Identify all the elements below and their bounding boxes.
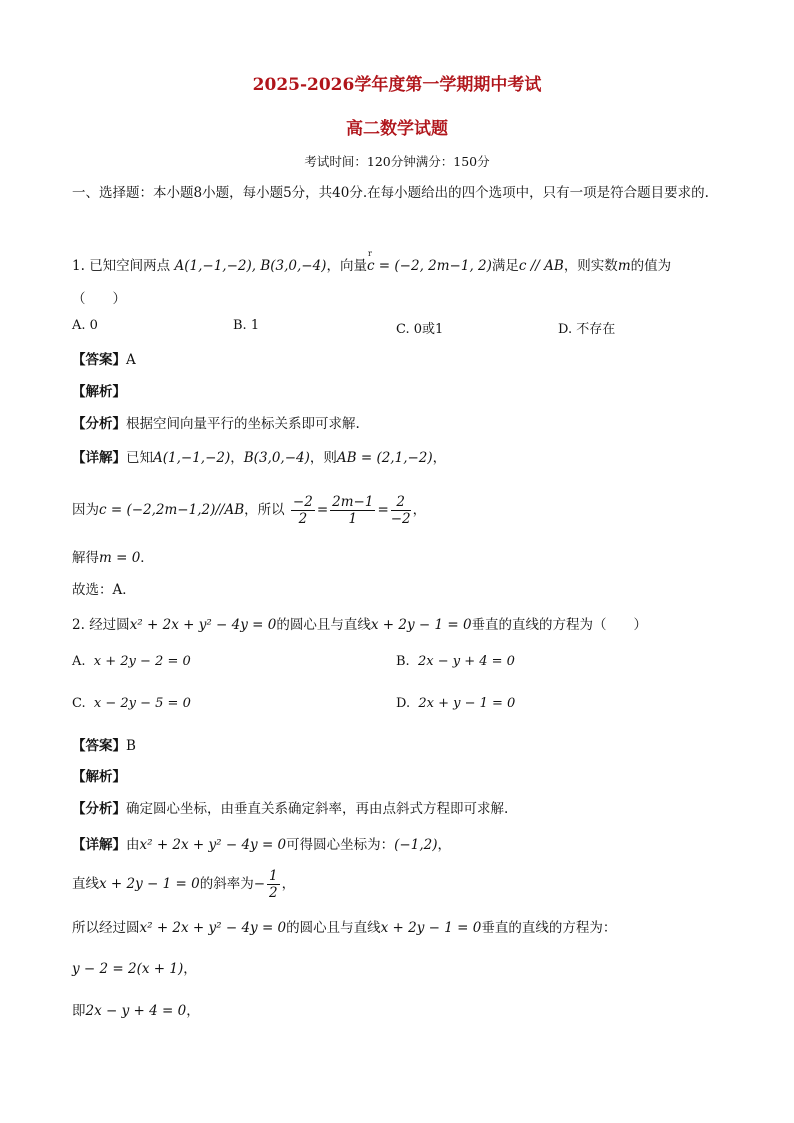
q1-answer: 【答案】A bbox=[72, 352, 136, 368]
q1-vector-c: r c bbox=[366, 249, 375, 274]
q2-option-b[interactable]: B. 2x − y + 4 = 0 bbox=[396, 654, 515, 669]
q2-option-d[interactable]: D. 2x + y − 1 = 0 bbox=[396, 696, 516, 711]
q1-choose: 故选：A． bbox=[72, 582, 136, 598]
exam-meta: 考试时间：120分钟满分：150分 bbox=[304, 154, 490, 169]
q1-stem-text: 已知空间两点 bbox=[89, 258, 171, 274]
q1-analysis-tag: 【解析】 bbox=[72, 384, 126, 400]
q2-option-a[interactable]: A. x + 2y − 2 = 0 bbox=[72, 654, 191, 669]
q1-stem-text-c: 满足 bbox=[491, 258, 519, 274]
q1-number: 1. bbox=[72, 258, 85, 274]
q1-parallel: c // AB bbox=[518, 258, 564, 274]
q1-detail-line3: 解得m = 0． bbox=[72, 550, 154, 566]
q2-detail-line2: 直线x + 2y − 1 = 0的斜率为− $\frac{1}{2}$ ， bbox=[72, 868, 296, 901]
q1-option-a[interactable]: A. 0 bbox=[72, 318, 98, 333]
q2-detail-line5: 即2x − y + 4 = 0， bbox=[72, 1003, 200, 1019]
q2-detail-line1: 【详解】由x² + 2x + y² − 4y = 0可得圆心坐标为：(−1,2)， bbox=[72, 837, 451, 853]
q1-frac-3: $\frac{2}{-2}$ bbox=[390, 494, 411, 527]
exam-subtitle: 高二数学试题 bbox=[346, 119, 448, 139]
exam-title: 2025-2026学年度第一学期期中考试 bbox=[252, 75, 542, 95]
q2-slope-frac: $\frac{1}{2}$ bbox=[269, 868, 278, 901]
q1-var-m: m bbox=[617, 258, 631, 274]
q2-circle: x² + 2x + y² − 4y = 0 bbox=[129, 617, 277, 633]
q1-option-b[interactable]: B. 1 bbox=[233, 318, 260, 333]
q2-fenxi: 【分析】确定圆心坐标，由垂直关系确定斜率，再由点斜式方程即可求解. bbox=[72, 801, 509, 817]
q1-detail-line1: 【详解】已知A(1,−1,−2)，B(3,0,−4)，则AB = (2,1,−2)， bbox=[72, 450, 447, 466]
q1-fenxi: 【分析】根据空间向量平行的坐标关系即可求解. bbox=[72, 416, 360, 432]
q2-line: x + 2y − 1 = 0 bbox=[370, 617, 472, 633]
q1-stem-text-d: ，则实数 bbox=[563, 258, 618, 274]
q2-detail-line4: y − 2 = 2(x + 1)， bbox=[72, 961, 197, 977]
q2-number: 2. bbox=[72, 617, 85, 633]
q1-stem-text-e: 的值为 bbox=[630, 258, 672, 274]
q2-detail-line3: 所以经过圆x² + 2x + y² − 4y = 0的圆心且与直线x + 2y − 1 = 0垂直的直线的方程为： bbox=[72, 920, 617, 936]
q2-stem: 2. 经过圆x² + 2x + y² − 4y = 0的圆心且与直线x + 2y − 1 = 0垂直的直线的方程为（ ） bbox=[72, 617, 648, 633]
q1-paren: （ ） bbox=[72, 291, 126, 307]
q1-vector-eq: = (−2, 2m−1, 2) bbox=[374, 258, 492, 274]
q1-detail-line2: 因为c = (−2,2m−1,2)//AB，所以 $\frac{-2}{2}$ = $\frac{2m-1}{1}$ = $\frac{2}{-2}$ ， bbox=[72, 494, 427, 527]
q1-stem-text-b: ，向量 bbox=[326, 258, 367, 274]
q1-frac-1: $\frac{-2}{2}$ bbox=[292, 494, 313, 527]
q2-answer: 【答案】B bbox=[72, 738, 136, 754]
q2-analysis-tag: 【解析】 bbox=[72, 769, 126, 785]
q2-option-c[interactable]: C. x − 2y − 5 = 0 bbox=[72, 696, 191, 711]
q1-frac-2: $\frac{2m-1}{1}$ bbox=[332, 494, 374, 527]
section-heading: 一、选择题：本小题8小题，每小题5分，共40分.在每小题给出的四个选项中，只有一项是符合题目要求的. bbox=[72, 185, 709, 201]
q1-option-c[interactable]: C. 0或1 bbox=[396, 322, 444, 337]
q1-stem bbox=[72, 249, 672, 274]
q1-option-d[interactable]: D. 不存在 bbox=[558, 322, 616, 337]
q1-points: A(1,−1,−2), B(3,0,−4) bbox=[174, 258, 327, 274]
